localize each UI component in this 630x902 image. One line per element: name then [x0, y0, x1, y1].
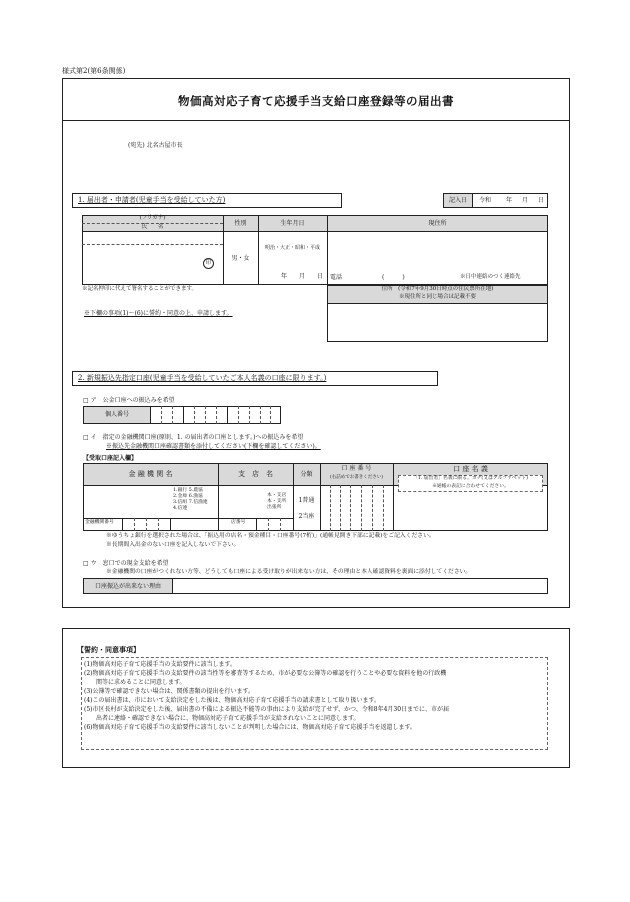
form-number: 様式第2(第6条関係)	[62, 67, 126, 75]
branch-type-2[interactable]: 本・支所	[267, 499, 287, 504]
bank-type-2[interactable]: 2.金庫 6.漁協	[173, 494, 203, 499]
era-options[interactable]: 明治・大正・昭和・平成	[264, 245, 320, 251]
date-label-box	[443, 193, 473, 208]
branch-code-label: 店番号	[231, 520, 246, 525]
reason-label: 口座振込が出来ない理由	[94, 583, 161, 590]
branch-name-field[interactable]	[220, 487, 260, 517]
birth-month: 月	[299, 273, 306, 280]
bank-type-4[interactable]: 4.信連	[173, 506, 188, 511]
oath-heading: 【誓約・同意事項】	[77, 645, 140, 654]
addressee: (宛先) 北名古屋市長	[128, 142, 183, 149]
bank-type-3[interactable]: 3.信組 7.信漁連	[173, 500, 208, 505]
bank-code-field[interactable]	[123, 519, 170, 530]
name-field[interactable]	[84, 246, 204, 282]
option-i-note: ※振込先金融機関口座確認書類を添付してください(下欄を確認してください)。	[106, 443, 321, 450]
col-type: 分類	[300, 471, 313, 478]
oath-note: ※下欄の事項(1)～(6)に誓約・同意の上、申請します。	[84, 310, 233, 317]
reason-field[interactable]	[172, 578, 548, 594]
furigana-field[interactable]	[84, 232, 221, 243]
phone-label: 電話	[330, 274, 343, 281]
sex-options[interactable]: 男・女	[231, 255, 250, 262]
section2-heading: 2. 新規振込先指定口座(児童手当を受給していたご本人名義の口座に限ります。)	[78, 374, 327, 382]
yucho-note: ※ゆうちょ銀行を選択された場合は、「振込用の店名・預金種目・口座番号(7桁)」(通帳見開き下部に記載)をご記入ください。	[106, 533, 435, 539]
branch-code-field[interactable]	[257, 519, 292, 530]
address-field[interactable]	[329, 233, 546, 271]
date-label: 記入日	[448, 197, 467, 204]
page-title: 物価高対応子育て応援手当支給口座登録等の届出書	[178, 94, 454, 108]
bank-code-label: 金融機関番号	[85, 520, 114, 525]
col-account-no: 口 座 番 号	[341, 465, 372, 472]
resident-note: ※現住所と同じ場合は記載不要	[398, 294, 476, 300]
section2-heading-box	[72, 371, 438, 386]
date-year: 年	[506, 197, 513, 204]
resident-label: 住所 (令和7年9月30日時点の住民票所在地)	[381, 286, 494, 292]
bank-name-field[interactable]	[85, 487, 171, 517]
bank-type-1[interactable]: 1.銀行 5.農協	[173, 488, 203, 493]
account-holder-field[interactable]	[395, 494, 546, 530]
branch-type-1[interactable]: 本・支店	[267, 493, 287, 498]
col-birth: 生年月日	[280, 220, 305, 227]
date-era: 令和	[479, 197, 492, 204]
signature-note: ※記名押印に代えて署名することができます。	[82, 286, 198, 292]
oath-item-1: (1)物価高対応子育て応援手当の支給要件に該当します。	[84, 661, 237, 668]
option-a-checkbox[interactable]: □ ア 公金口座への振込みを希望	[83, 397, 175, 404]
oath-item-2: (2)物価高対応子育て応援手当の支給要件の該当性等を審査等するため、市が必要な公簿等の確認を行うことや必要な資料を他の行政機	[84, 670, 447, 677]
oath-item-2-cont: 関等に求めることに同意します。	[84, 679, 186, 686]
section1-heading: 1. 届出者・申請者(児童手当を受給していた方)	[78, 196, 226, 204]
dormant-note: ※長期間入出金のない口座を記入しないで下さい。	[106, 542, 240, 548]
oath-item-6: (6)物価高対応子育て応援手当の支給要件に該当しないことが判明した場合には、物価高対応子育て応援手当を返還します。	[84, 724, 417, 731]
date-day: 日	[538, 197, 545, 204]
acct-type-1[interactable]: 1普通	[298, 497, 315, 504]
option-u-checkbox[interactable]: □ ウ 窓口での現金支給を希望	[83, 560, 169, 567]
account-header: 【受取口座記入欄】	[83, 455, 138, 462]
holder-note-1: 「1. 届出者」名義に限る。カナ(又はアルファベット)	[412, 476, 529, 481]
col-name: 氏 名	[141, 224, 164, 230]
col-furigana: (フリガナ)	[139, 215, 166, 221]
col-address: 現住所	[428, 220, 447, 227]
date-month: 月	[522, 197, 529, 204]
oath-item-5: (5)市区長村が支給決定をした後、届出書の不備による振込不能等の事由により支給が完了せず、かつ、令和8年4月30日までに、市が届	[84, 706, 450, 713]
birth-year: 年	[281, 273, 288, 280]
oath-item-4: (4)この届出書は、市において支給決定をした後は、物価高対応子育て応援手当の請求書として取り扱います。	[84, 697, 381, 704]
oath-item-3: (3)公簿等で確認できない場合は、関係書類の提出を行います。	[84, 688, 255, 695]
account-number-field[interactable]	[321, 486, 392, 530]
birth-day: 日	[317, 273, 324, 280]
holder-note-2: ※通帳の表記に合わせてください。	[432, 484, 509, 489]
section1-heading-box	[72, 193, 342, 208]
phone-field[interactable]: ( )	[382, 274, 405, 281]
option-i-checkbox[interactable]: □ イ 指定の金融機関口座(原則、1. の届出者の口座とします。)への振込みを希望	[83, 434, 304, 441]
my-number-label-box	[83, 406, 151, 424]
phone-note: ※日中連絡のつく連絡先	[460, 274, 521, 280]
col-branch: 支 店 名	[238, 470, 273, 478]
col-sex: 性別	[234, 220, 247, 227]
reason-label-box	[83, 578, 173, 594]
my-number-label: 個人番号	[104, 411, 129, 418]
col-account-no-sub: (右詰めでお書きください)	[329, 475, 383, 480]
option-u-note: ※金融機関の口座がつくれない方等、どうしても口座による受け取りが出来ない方は、その理由と本人確認資料を裏面に添付してください。	[106, 569, 472, 575]
date-field[interactable]	[472, 193, 548, 208]
acct-type-2[interactable]: 2当座	[298, 513, 315, 520]
resident-address-field[interactable]	[329, 305, 546, 340]
col-bank: 金 融 機 関 名	[128, 470, 173, 478]
col-holder: 口 座 名 義	[453, 465, 488, 473]
branch-type-3[interactable]: 出張所	[267, 505, 282, 510]
seal-icon: 印	[203, 258, 214, 269]
oath-item-5-cont: 出者に連絡・確認できない場合に、物価高対応子育て応援手当が支給されないことに同意します。	[84, 715, 360, 722]
